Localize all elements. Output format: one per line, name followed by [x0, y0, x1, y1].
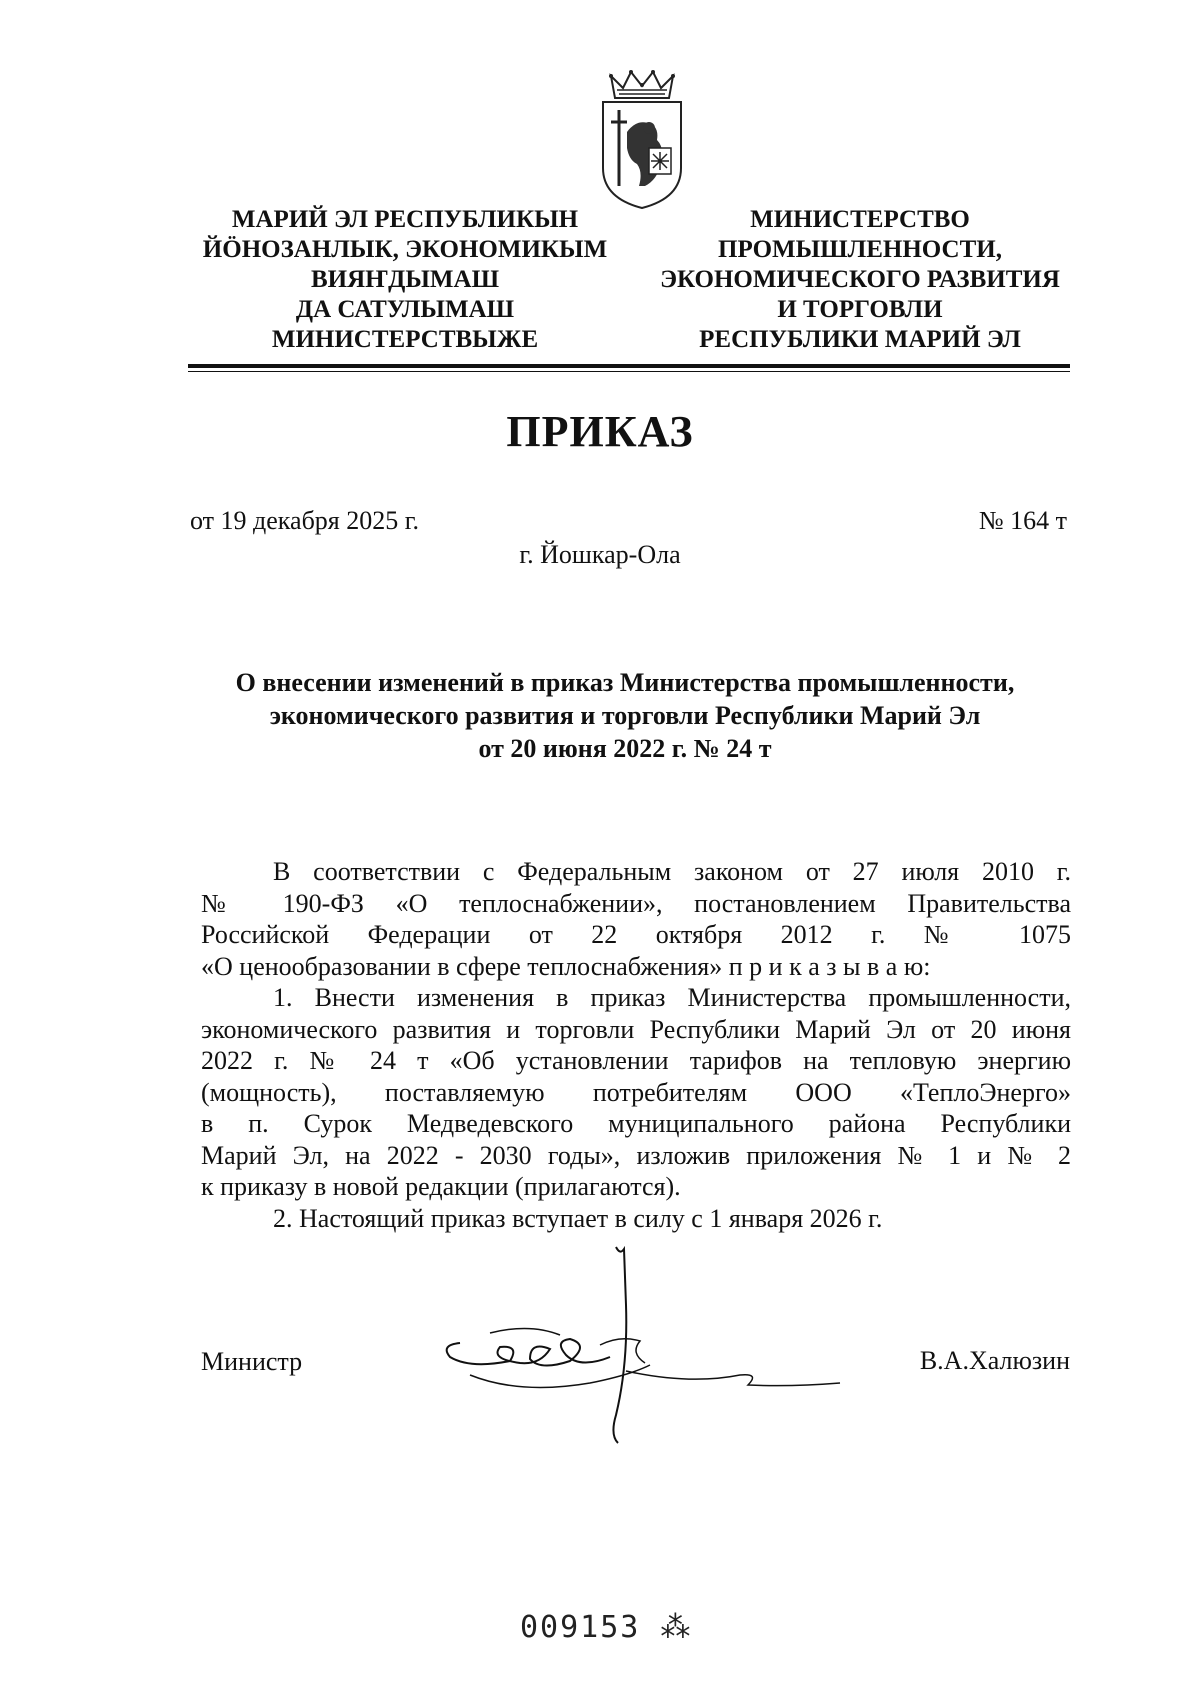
header-right-line: И ТОРГОВЛИ: [777, 296, 943, 323]
header-left-line: ВИЯҤДЫМАШ: [310, 266, 500, 293]
header-left-line: МИНИСТЕРСТВЫЖЕ: [271, 326, 539, 353]
header-left-line: ЙӦНОЗАНЛЫК, ЭКОНОМИКЫМ: [202, 236, 608, 263]
subject-line: от 20 июня 2022 г. № 24 т: [478, 734, 772, 763]
header-divider-thick: [188, 364, 1070, 368]
body-line: Российской Федерации от 22 октября 2012 г. № 1075: [201, 920, 1071, 949]
document-city: г. Йошкар-Ола: [519, 540, 681, 569]
document-date: от 19 декабря 2025 г.: [190, 506, 419, 535]
body-line: 2022 г. № 24 т «Об установлении тарифов на тепловую энергию: [201, 1046, 1071, 1075]
body-line: № 190-ФЗ «О теплоснабжении», постановлением Правительства: [201, 888, 1071, 918]
header-left-line: ДА САТУЛЫМАШ: [295, 296, 515, 323]
coat-of-arms-emblem: [597, 68, 687, 210]
header-right-line: ПРОМЫШЛЕННОСТИ,: [718, 236, 1002, 263]
signatory-role: Министр: [201, 1347, 303, 1376]
body-line: (мощность), поставляемую потребителям ООО «ТеплоЭнерго»: [201, 1077, 1071, 1107]
body-line: экономического развития и торговли Республики Марий Эл от 20 июня: [201, 1014, 1071, 1044]
body-line: к приказу в новой редакции (прилагаются).: [201, 1172, 681, 1201]
header-right-line: ЭКОНОМИЧЕСКОГО РАЗВИТИЯ: [660, 266, 1060, 293]
header-left-mari: [180, 205, 630, 355]
body-line: 2. Настоящий приказ вступает в силу с 1 января 2026 г.: [273, 1203, 883, 1233]
header-divider-thin: [188, 371, 1070, 372]
handwritten-signature: [430, 1245, 870, 1445]
document-number: № 164 т: [978, 506, 1067, 535]
document-type-title: ПРИКАЗ: [506, 407, 694, 456]
subject-line: О внесении изменений в приказ Министерства промышленности,: [235, 668, 1015, 697]
header-right-line: МИНИСТЕРСТВО: [750, 206, 970, 233]
header-right-line: РЕСПУБЛИКИ МАРИЙ ЭЛ: [699, 326, 1021, 353]
body-line: «О ценообразовании в сфере теплоснабжения» п р и к а з ы в а ю:: [201, 951, 931, 981]
document-subject: [160, 666, 1090, 765]
body-line: Марий Эл, на 2022 - 2030 годы», изложив приложения № 1 и № 2: [201, 1140, 1071, 1170]
body-line: в п. Сурок Медведевского муниципального района Республики: [201, 1109, 1071, 1138]
document-body: [201, 856, 1071, 1234]
header-right-russian: [660, 205, 1060, 355]
body-line: В соответствии с Федеральным законом от 27 июля 2010 г.: [273, 857, 1071, 886]
signatory-name: В.А.Халюзин: [919, 1346, 1070, 1375]
serial-number: 009153 ⁂: [520, 1610, 693, 1645]
body-line: 1. Внести изменения в приказ Министерства промышленности,: [273, 983, 1071, 1012]
subject-line: экономического развития и торговли Республики Марий Эл: [269, 701, 981, 730]
header-left-line: МАРИЙ ЭЛ РЕСПУБЛИКЫН: [231, 206, 579, 233]
